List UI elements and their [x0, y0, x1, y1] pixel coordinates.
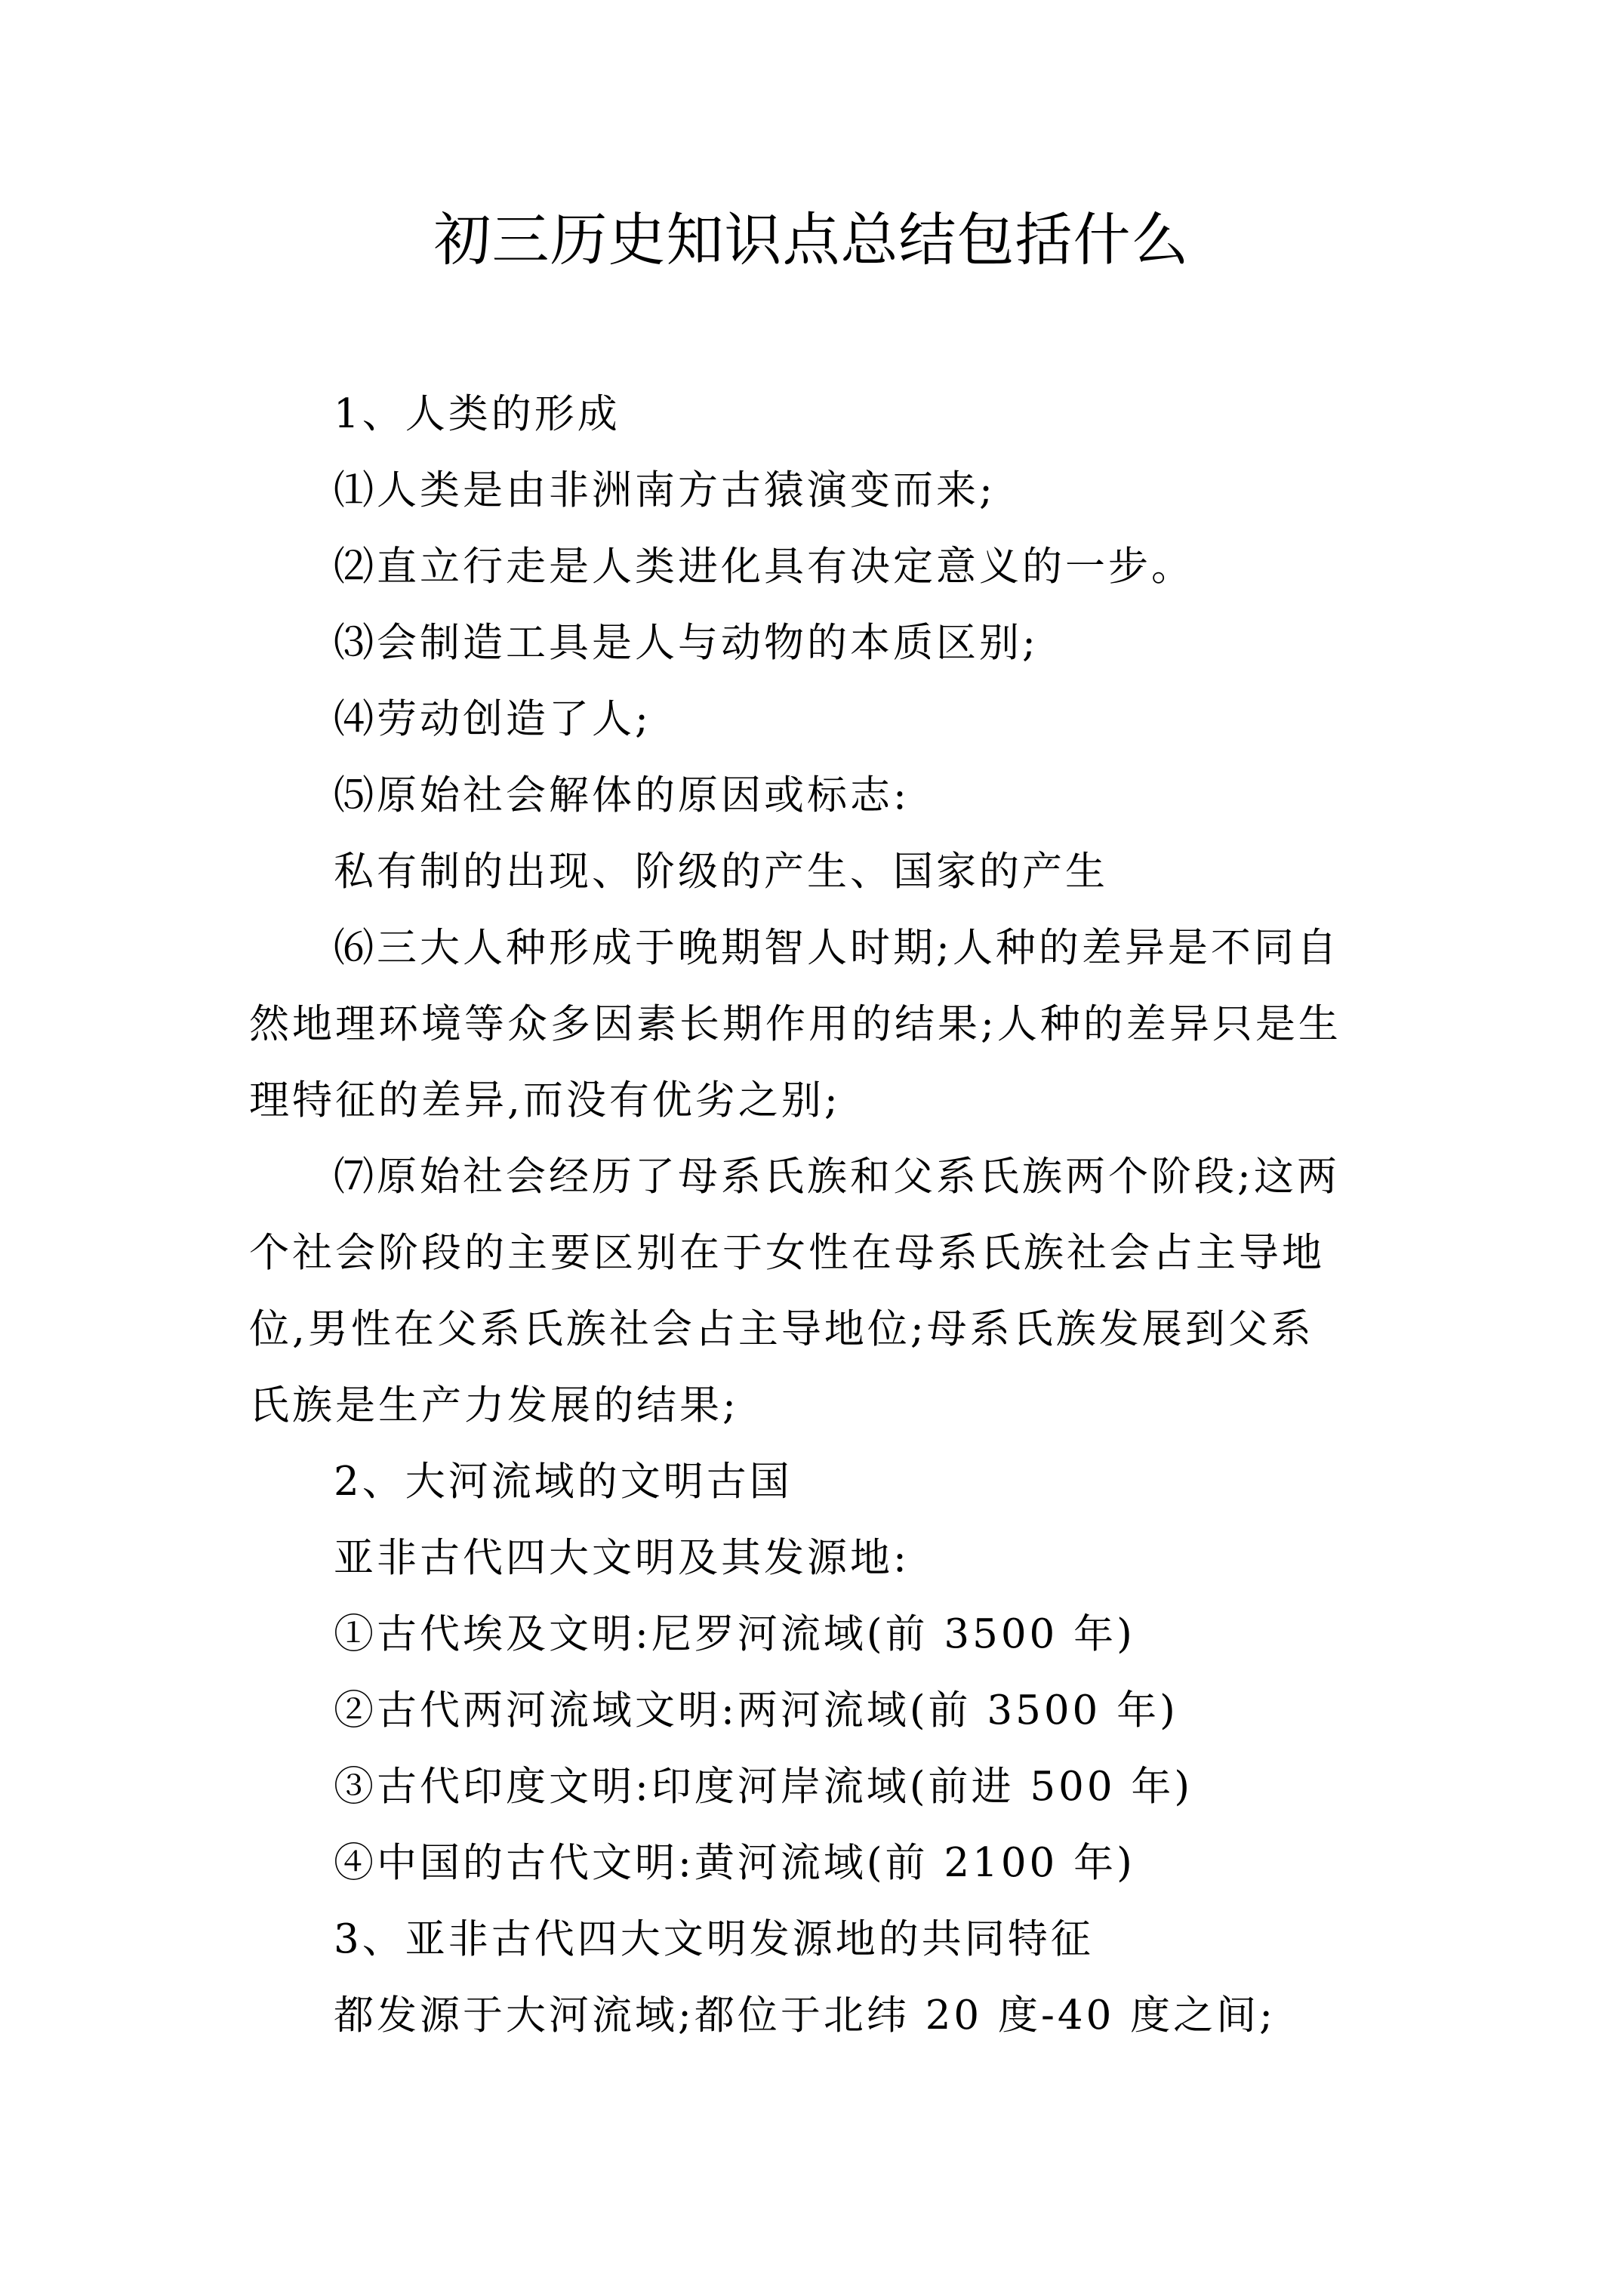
paragraph-line: 位,男性在父系氏族社会占主导地位;母系氏族发展到父系 — [249, 1306, 1314, 1352]
section-heading-3: 3、亚非古代四大文明发源地的共同特征 — [334, 1916, 1094, 1962]
paragraph-line: ⑵直立行走是人类进化具有决定意义的一步。 — [334, 544, 1194, 590]
list-item: ②古代两河流域文明:两河流域(前 3500 年) — [334, 1687, 1178, 1734]
paragraph-line: ⑹三大人种形成于晚期智人时期;人种的差异是不同自 — [334, 925, 1340, 971]
paragraph-line: 都发源于大河流域;都位于北纬 20 度-40 度之间; — [334, 1992, 1277, 2039]
document-title: 初三历史知识点总结包括什么 — [433, 206, 1190, 273]
list-item: ④中国的古代文明:黄河流域(前 2100 年) — [334, 1840, 1135, 1886]
paragraph-line: 亚非古代四大文明及其发源地: — [334, 1535, 910, 1581]
document-body — [249, 376, 1397, 2054]
paragraph-line: ⑶会制造工具是人与动物的本质区别; — [334, 620, 1039, 666]
list-item: ③古代印度文明:印度河岸流域(前进 500 年) — [334, 1764, 1193, 1810]
paragraph-line: ⑴人类是由非洲南方古猿演变而来; — [334, 467, 996, 513]
paragraph-line: 理特征的差异,而没有优劣之别; — [249, 1077, 841, 1123]
paragraph-line: ⑷劳动创造了人; — [334, 696, 651, 742]
paragraph-line: 个社会阶段的主要区别在于女性在母系氏族社会占主导地 — [249, 1230, 1325, 1276]
section-heading-2: 2、大河流域的文明古国 — [334, 1459, 793, 1505]
paragraph-line: ⑸原始社会解体的原因或标志: — [334, 772, 910, 818]
section-heading-1: 1、人类的形成 — [334, 391, 621, 437]
paragraph-line: 氏族是生产力发展的结果; — [249, 1382, 739, 1428]
list-item: ①古代埃及文明:尼罗河流域(前 3500 年) — [334, 1611, 1135, 1657]
paragraph-line: 然地理环境等众多因素长期作用的结果;人种的差异只是生 — [249, 1001, 1341, 1047]
paragraph-line: 私有制的出现、阶级的产生、国家的产生 — [334, 849, 1108, 895]
paragraph-line: ⑺原始社会经历了母系氏族和父系氏族两个阶段;这两 — [334, 1154, 1340, 1200]
